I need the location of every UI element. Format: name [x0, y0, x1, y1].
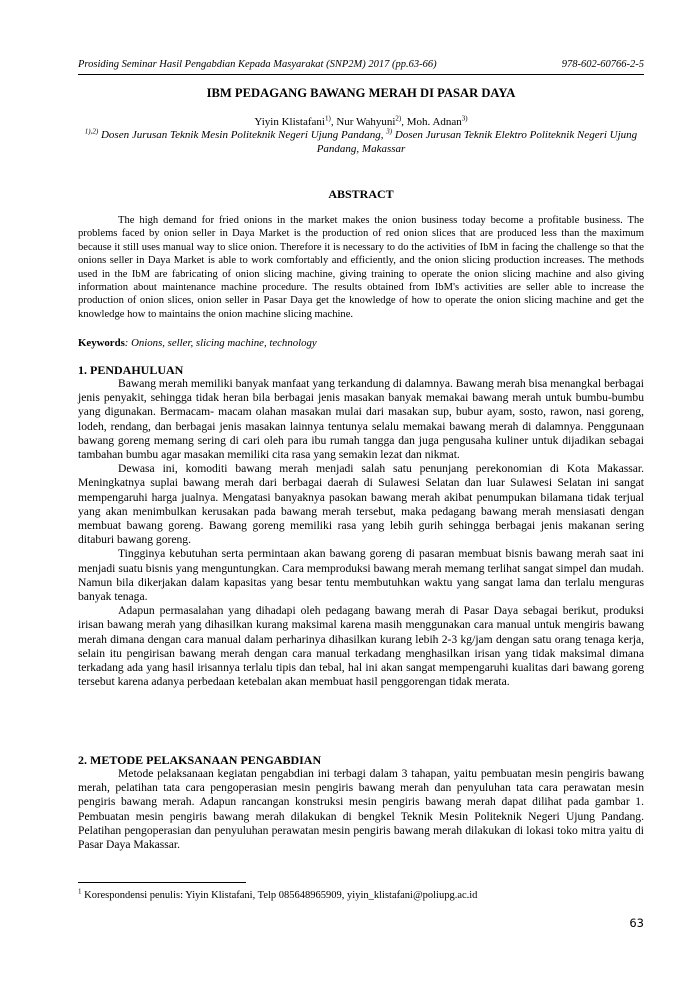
paper-page [78, 0, 644, 990]
footnote-text: Korespondensi penulis: Yiyin Klistafani, Telp 085648965909, yiyin_klistafani@poliupg.ac.id [81, 890, 478, 901]
keywords [78, 337, 644, 350]
affiliation-mark: 3) [386, 127, 393, 136]
running-head-citation: Prosiding Seminar Hasil Pengabdian Kepada Masyarakat (SNP2M) 2017 (pp.63-66) [78, 59, 437, 70]
section-heading-pendahuluan: 1. PENDAHULUAN [78, 363, 184, 377]
author-list: Yiyin Klistafani$^{1)}$, Nur Wahyuni$^{2)}$, Moh. Adnan$^{3)}$ [254, 114, 468, 128]
paper-title: IBM PEDAGANG BAWANG MERAH DI PASAR DAYA [206, 86, 516, 100]
author-mark: 3) [461, 114, 468, 123]
abstract-body: The high demand for fried onions in the market makes the onion business today become a profitable business. The problems faced by onion seller in Daya Market is the production of red onion slices that are produced less than the maximum because it still uses manual way to slice onion. Therefore it is necessary to do the activities of IbM in facing the challenge so that the onions seller in Daya Market is able to work comfortably and efficiently, and the onion slicing production increases. The methods used in the IbM are fabricating of onion slicing machine, giving training to operate the onion slicing machine and also giving information about maintenance machine procedure. The results obtained from IbM's activities are seller able to increase the production of onion slices, onion seller in Pasar Daya get the knowledge of how to operate the onion slicing machine and get the knowledge how to maintains the onion machine slicing machine. [78, 215, 644, 320]
affiliation-text: Dosen Jurusan Teknik Elektro Politeknik Negeri Ujung Pandang, Makassar [316, 129, 638, 155]
paragraph: Tingginya kebutuhan serta permintaan akan bawang goreng di pasaran membuat bisnis bawang merah saat ini menjadi suatu bisnis yang menguntungkan. Cara memproduksi bawang merah memang terlihat sangat simpel dan mudah. Namun bila dikerjakan dalam kapasitas yang besar tentu membutuhkan waktu yang sangat lama dan terlalu menguras banyak tenaga. [78, 547, 644, 604]
keywords-text: : Onions, seller, slicing machine, technology [124, 337, 317, 349]
section-heading-metode: 2. METODE PELAKSANAAN PENGABDIAN [78, 753, 322, 767]
section-body-pendahuluan [78, 377, 644, 689]
author-name: Moh. Adnan [406, 116, 462, 128]
footnote-rule [78, 882, 246, 883]
author-mark: 2) [395, 114, 402, 123]
author-mark: 1) [324, 114, 331, 123]
paragraph: Metode pelaksanaan kegiatan pengabdian ini terbagi dalam 3 tahapan, yaitu pembuatan mesin pengiris bawang merah, pelatihan tata cara pengoperasian mesin pengiris bawang merah dan penyuluhan tata cara perawatan mesin pengiris bawang merah. Adapun rancangan konstruksi mesin pengiris bawang merah dapat dilihat pada gambar 1. Pembuatan mesin pengiris bawang merah dilakukan di bengkel Teknik Mesin Politeknik Negeri Ujung Pandang. Pelatihan pengoperasian dan penyuluhan perawatan mesin pengiris bawang merah dilakukan di lokasi toko mitra yaitu di Pasar Daya Makassar. [78, 767, 644, 852]
running-head-isbn: 978-602-60766-2-5 [561, 59, 644, 70]
abstract-heading: ABSTRACT [328, 187, 394, 201]
page-number: 63 [629, 916, 644, 930]
section-body-metode [78, 767, 644, 852]
header-rule [78, 74, 644, 75]
footnote [78, 889, 644, 902]
author-name: Nur Wahyuni [336, 116, 396, 128]
author-name: Yiyin Klistafani [254, 116, 325, 128]
paragraph: Bawang merah memiliki banyak manfaat yang terkandung di dalamnya. Bawang merah bisa menangkal berbagai jenis penyakit, sehingga tidak heran bila berbagai jenis masakan banyak memakai bawang merah untuk bumbu-bumbu yang digunakan. Bermacam- macam olahan masakan mulai dari masakan sup, bubur ayam, sosto, rawon, nasi goreng, lodeh, rendang, dan berbagai jenis masakan lainnya tentunya selalu memakai bawang merah di dalamnya. Penggunaan bawang goreng memang sering di cari oleh para ibu rumah tangga dan juga pengusaha kuliner untuk dijadikan sebagai tambahan bumbu agar masakan memiliki cita rasa yang semakin lezat dan nikmat. [78, 377, 644, 462]
affiliation-mark: 1),2) [84, 127, 99, 136]
affiliation-text: Dosen Jurusan Teknik Mesin Politeknik Negeri Ujung Pandang, [98, 129, 387, 141]
keywords-label: Keywords [78, 337, 125, 349]
paragraph: Dewasa ini, komoditi bawang merah menjadi salah satu penunjang perekonomian di Kota Makassar. Meningkatnya suplai bawang merah dari berbagai daerah di Sulawesi Selatan dan luar Sulawesi Selatan ini sangat mempengaruhi harga jualnya. Mengatasi banyaknya pasokan bawang merah akibat penumpukan bilamana tidak terjual yang akan menimbulkan kerusakan pada bawang merah tersebut, maka pedagang bawang merah mensiasati dengan membuat bawang goreng. Bawang goreng memiliki rasa yang lebih gurih sehingga berbagai jenis makanan sering ditaburi bawang goreng. [78, 462, 644, 547]
footnote-mark: 1 [78, 887, 82, 896]
paragraph: Adapun permasalahan yang dihadapi oleh pedagang bawang merah di Pasar Daya sebagai berikut, produksi irisan bawang merah yang dihasilkan kurang maksimal karena masih menggunakan cara manual untuk mengiris bawang merah dimana dengan cara manual dalam perharinya dihasilkan kurang lebih 2-3 kg/jam dengan satu orang tenaga kerja, selain itu pengirisan bawang merah dengan cara manual terkadang menghasilkan irisan yang tidak maksimal dimana terkadang ada yang hasil irisannya terlalu tipis dan tebal, hal ini akan sangat mempengaruhi kualitas dari bawang goreng tersebut karena adanya perbedaan ketebalan akan membuat hasil penggorengan tidak merata. [78, 604, 644, 689]
affiliations [78, 129, 644, 156]
running-head [78, 58, 644, 71]
